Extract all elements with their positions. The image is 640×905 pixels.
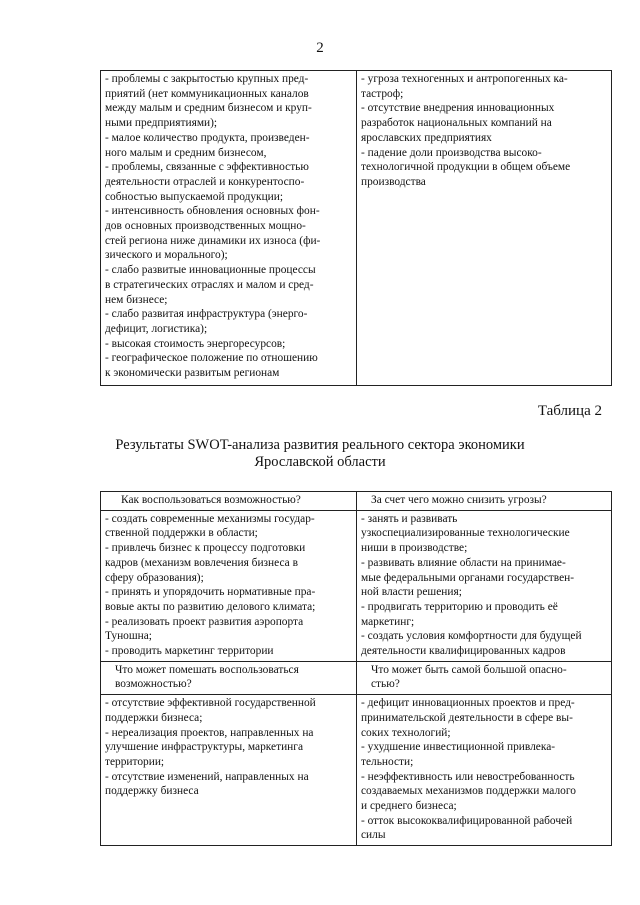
text-line: - отсутствие эффективной государственной xyxy=(105,697,316,710)
text-line: - нереализация проектов, направленных на xyxy=(105,726,314,739)
text-line: - отсутствие изменений, направленных на xyxy=(105,770,309,783)
text-line: - занять и развивать xyxy=(361,512,458,525)
q1-header: Как воспользоваться возможностью? xyxy=(121,494,301,506)
text-line: тельности; xyxy=(361,755,414,768)
text-line: - отток высококвалифицированной рабочей xyxy=(361,814,573,827)
text-line: принимательской деятельности в сфере вы- xyxy=(361,711,573,724)
text-line: ственной поддержки в области; xyxy=(105,527,258,540)
text-line: - принять и упорядочить нормативные пра- xyxy=(105,586,316,599)
text-line: ярославских предприятиях xyxy=(361,131,492,144)
text-line: к экономически развитым регионам xyxy=(105,367,280,380)
text-line: поддержку бизнеса xyxy=(105,785,199,798)
text-line: - падение доли производства высоко- xyxy=(361,146,542,159)
text-line: - привлечь бизнес к процессу подготовки xyxy=(105,542,306,555)
text-line: соких технологий; xyxy=(361,726,451,739)
page-number: 2 xyxy=(316,40,324,56)
text-line: стей региона ниже динамики их износа (фи- xyxy=(105,234,321,247)
text-line: вовые акты по развитию делового климата; xyxy=(105,600,316,613)
text-line: силы xyxy=(361,829,386,842)
text-line: зического и морального); xyxy=(105,249,228,262)
text-line: деятельности отраслей и конкурентоспо- xyxy=(105,175,305,188)
text-line: маркетинг; xyxy=(361,615,415,628)
table-label: Таблица 2 xyxy=(537,403,602,419)
text-line: нем бизнесе; xyxy=(105,293,168,306)
table-title-line: Ярославской области xyxy=(254,454,386,470)
text-line: - угроза техногенных и антропогенных ка- xyxy=(361,73,568,85)
q3-cell xyxy=(101,695,357,846)
text-line: узкоспециализированные технологические xyxy=(361,527,570,540)
q4-header: стью? xyxy=(371,678,400,691)
q3-header: Что может помешать воспользоваться xyxy=(115,663,299,676)
text-line: поддержки бизнеса; xyxy=(105,711,203,724)
text-line: мые федеральными органами государствен- xyxy=(361,571,575,584)
q2-cell xyxy=(357,510,612,661)
text-line: создаваемых механизмов поддержки малого xyxy=(361,785,576,798)
text-line: - неэффективность или невостребованность xyxy=(361,770,575,783)
text-line: ниши в производстве; xyxy=(361,542,468,555)
text-line: - создать условия комфортности для будущей xyxy=(361,630,582,643)
q4-cell xyxy=(357,695,612,846)
text-line: - интенсивность обновления основных фон- xyxy=(105,205,320,218)
text-line: - проблемы, связанные с эффективностью xyxy=(105,161,309,174)
text-line: - создать современные механизмы государ- xyxy=(105,512,315,525)
q1-header-cell xyxy=(101,492,357,511)
text-line: Туношна; xyxy=(105,630,152,643)
text-line: и среднего бизнеса; xyxy=(361,800,457,813)
text-line: собностью выпускаемой продукции; xyxy=(105,190,284,203)
q1-cell xyxy=(101,510,357,661)
text-line: разработок национальных компаний на xyxy=(361,117,552,130)
text-line: - реализовать проект развития аэропорта xyxy=(105,615,304,628)
text-line: производства xyxy=(361,175,426,188)
text-line: - развивать влияние области на принимае- xyxy=(361,556,566,569)
text-line: - малое количество продукта, произведен- xyxy=(105,131,310,144)
threats-cell xyxy=(357,71,612,386)
q3-header: возможностью? xyxy=(115,678,192,691)
q2-header-cell xyxy=(357,492,612,511)
text-line: ной власти решения; xyxy=(361,586,462,599)
text-line: - слабо развитая инфраструктура (энерго- xyxy=(105,308,308,321)
text-line: - продвигать территорию и проводить её xyxy=(361,600,558,613)
text-line: дефицит, логистика); xyxy=(105,322,208,335)
text-line: ными предприятиями); xyxy=(105,117,218,130)
q4-header: Что может быть самой большой опасно- xyxy=(371,663,567,676)
text-line: в стратегических отраслях и малом и сред- xyxy=(105,278,314,291)
table-title xyxy=(0,437,640,471)
text-line: - ухудшение инвестиционной привлека- xyxy=(361,741,556,754)
text-line: - географическое положение по отношению xyxy=(105,352,318,365)
text-line: - проводить маркетинг территории xyxy=(105,645,274,658)
text-line: кадров (механизм вовлечения бизнеса в xyxy=(105,556,298,569)
text-line: - дефицит инновационных проектов и пред- xyxy=(361,697,575,710)
text-line: - высокая стоимость энергоресурсов; xyxy=(105,337,286,350)
q2-header: За счет чего можно снизить угрозы? xyxy=(371,494,547,506)
weaknesses-threats-table xyxy=(100,70,612,386)
text-line: сферу образования); xyxy=(105,571,204,584)
text-line: между малым и средним бизнесом и круп- xyxy=(105,102,312,115)
text-line: - отсутствие внедрения инновационных xyxy=(361,102,555,115)
text-line: ного малым и средним бизнесом, xyxy=(105,146,267,159)
text-line: - проблемы с закрытостью крупных пред- xyxy=(105,73,309,85)
text-line: деятельности квалифицированных кадров xyxy=(361,645,566,658)
swot-strategy-table xyxy=(100,491,612,846)
text-line: улучшение инфраструктуры, маркетинга xyxy=(105,741,303,754)
q3-header-cell xyxy=(101,661,357,694)
text-line: территории; xyxy=(105,755,165,768)
text-line: тастроф; xyxy=(361,87,404,100)
table-title-line: Результаты SWOT-анализа развития реального сектора экономики xyxy=(115,437,525,453)
text-line: - слабо развитые инновационные процессы xyxy=(105,264,316,277)
q4-header-cell xyxy=(357,661,612,694)
weaknesses-cell xyxy=(101,71,357,386)
text-line: дов основных производственных мощно- xyxy=(105,220,306,233)
text-line: приятий (нет коммуникационных каналов xyxy=(105,87,309,100)
text-line: технологичной продукции в общем объеме xyxy=(361,161,571,174)
